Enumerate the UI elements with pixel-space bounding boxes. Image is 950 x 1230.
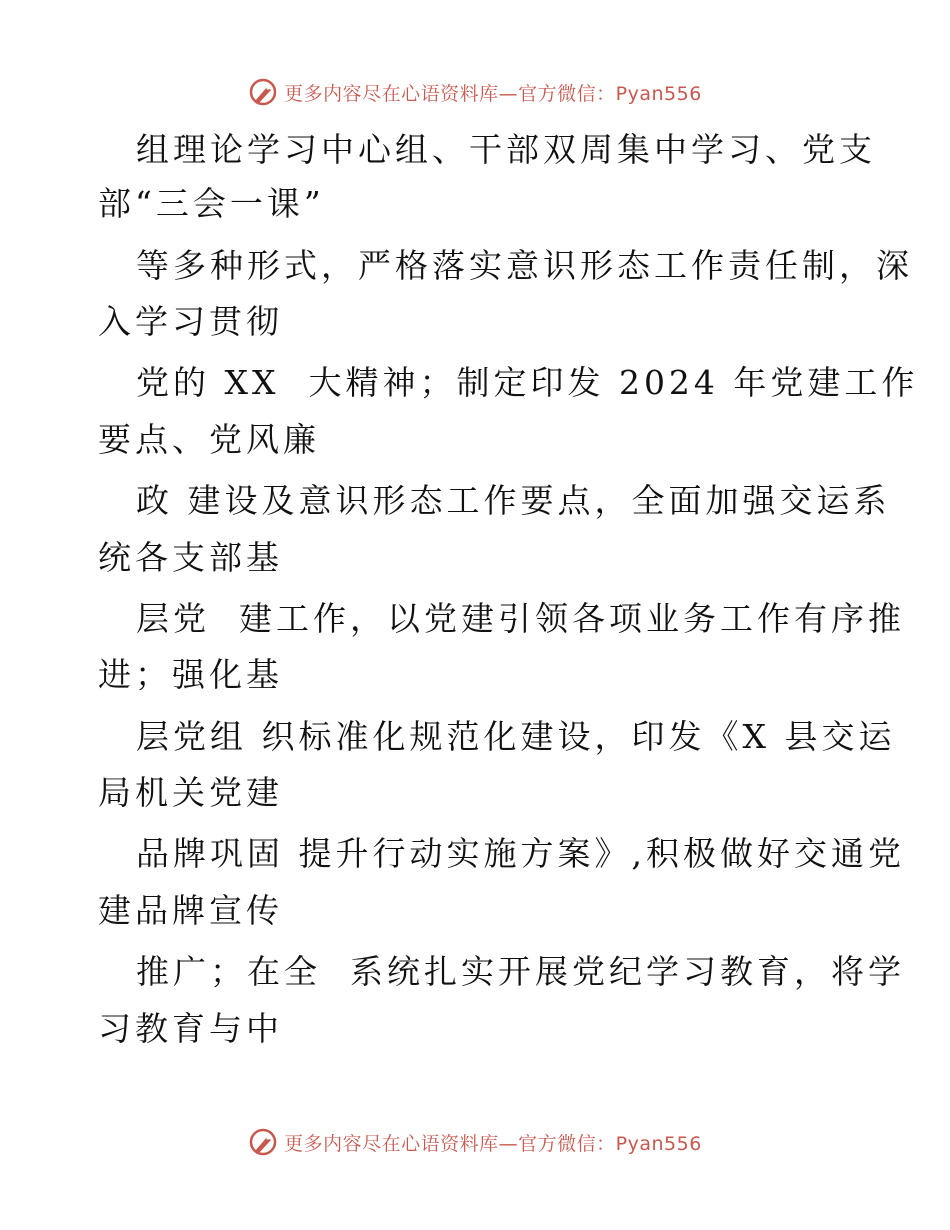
- footer-banner-text: 更多内容尽在心语资料库—官方微信：Pyan556: [284, 1132, 702, 1155]
- body-line: 入学习贯彻: [98, 302, 283, 341]
- body-line: 等多种形式，严格落实意识形态工作责任制，深: [136, 246, 913, 285]
- body-line: 局机关党建: [98, 773, 283, 812]
- body-line: 推广；在全 系统扎实开展党纪学习教育，将学: [136, 952, 905, 991]
- body-line: 统各支部基: [98, 538, 283, 577]
- body-line: 建品牌宣传: [98, 891, 283, 930]
- body-line: 党的 XX 大精神；制定印发 2024 年党建工作: [136, 363, 919, 402]
- pen-nib-circle-icon: [248, 1127, 278, 1157]
- body-line: 层党 建工作，以党建引领各项业务工作有序推: [136, 599, 905, 638]
- pen-nib-circle-icon: [248, 77, 278, 107]
- body-line: 组理论学习中心组、干部双周集中学习、党支: [136, 130, 876, 169]
- body-line: 层党组 织标准化规范化建设，印发《X 县交运: [136, 717, 896, 756]
- body-line: 政 建设及意识形态工作要点，全面加强交运系: [136, 481, 891, 520]
- header-banner-text: 更多内容尽在心语资料库—官方微信：Pyan556: [284, 82, 702, 105]
- body-line: 部“三会一课”: [98, 184, 325, 223]
- header-banner: [0, 72, 950, 112]
- footer-banner: [0, 1122, 950, 1162]
- body-line: 品牌巩固 提升行动实施方案》,积极做好交通党: [136, 834, 905, 873]
- body-line: 进；强化基: [98, 655, 283, 694]
- body-line: 习教育与中: [98, 1009, 283, 1048]
- body-line: 要点、党风廉: [98, 420, 320, 459]
